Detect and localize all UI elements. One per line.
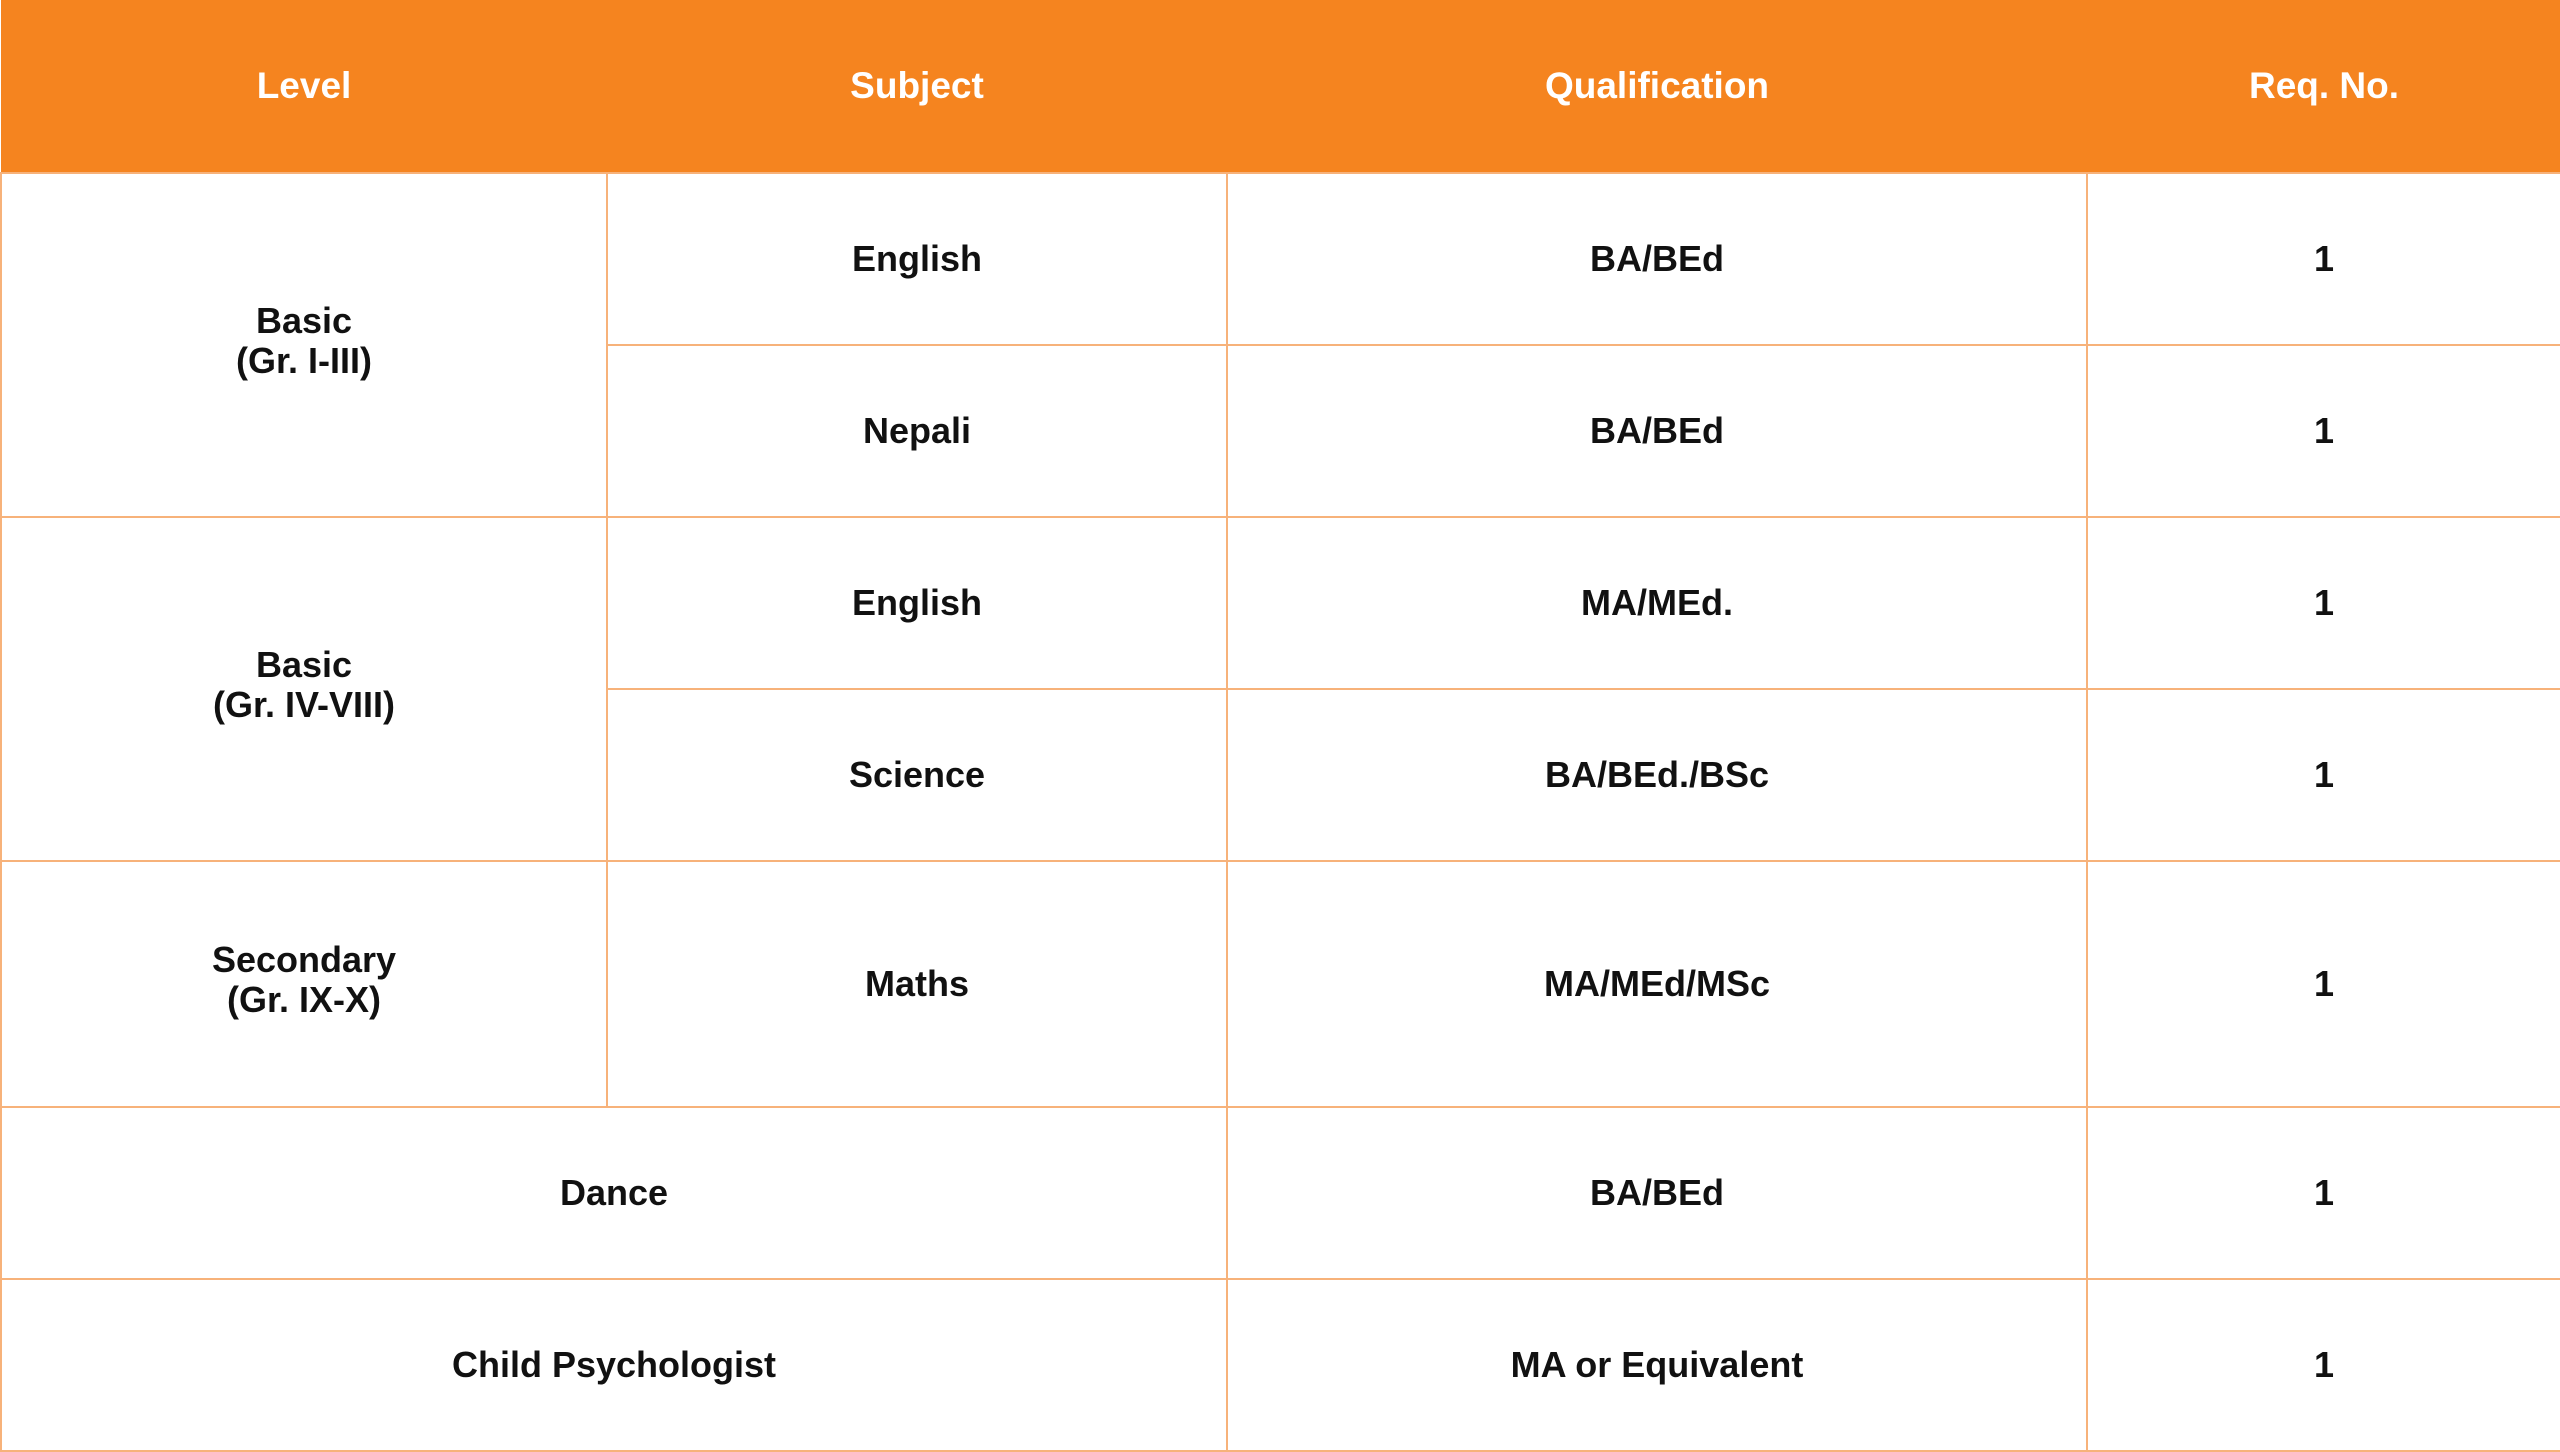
req-no-cell: 1 (2087, 173, 2560, 345)
qualification-cell: MA/MEd. (1227, 517, 2087, 689)
table-row (1, 517, 2560, 689)
position-cell: Child Psychologist (1, 1279, 1227, 1451)
header-level: Level (1, 0, 607, 173)
position-cell: Dance (1, 1107, 1227, 1279)
req-no-cell: 1 (2087, 689, 2560, 861)
header-qualification: Qualification (1227, 0, 2087, 173)
subject-cell: English (607, 173, 1227, 345)
table-row (1, 173, 2560, 345)
table-row (1, 861, 2560, 1107)
level-grades: (Gr. IX-X) (226, 979, 382, 1020)
level-grades: (Gr. IV-VIII) (212, 684, 396, 725)
level-name: Secondary (211, 939, 397, 981)
qualification-cell: BA/BEd (1227, 173, 2087, 345)
header-subject: Subject (607, 0, 1227, 173)
qualification-cell: MA/MEd/MSc (1227, 861, 2087, 1107)
qualification-cell: BA/BEd (1227, 345, 2087, 517)
subject-cell: Science (607, 689, 1227, 861)
header-req-no: Req. No. (2087, 0, 2560, 173)
subject-cell: Maths (607, 861, 1227, 1107)
table-row (1, 1279, 2560, 1451)
qualification-cell: MA or Equivalent (1227, 1279, 2087, 1451)
level-name: Basic (255, 644, 353, 686)
qualification-cell: BA/BEd./BSc (1227, 689, 2087, 861)
table-row (1, 1107, 2560, 1279)
req-no-cell: 1 (2087, 1279, 2560, 1451)
qualification-cell: BA/BEd (1227, 1107, 2087, 1279)
level-cell (1, 861, 607, 1107)
req-no-cell: 1 (2087, 345, 2560, 517)
level-cell (1, 173, 607, 517)
level-cell (1, 517, 607, 861)
level-grades: (Gr. I-III) (235, 340, 372, 381)
req-no-cell: 1 (2087, 517, 2560, 689)
subject-cell: English (607, 517, 1227, 689)
req-no-cell: 1 (2087, 1107, 2560, 1279)
subject-cell: Nepali (607, 345, 1227, 517)
header-row (1, 0, 2560, 173)
level-name: Basic (255, 300, 353, 342)
req-no-cell: 1 (2087, 861, 2560, 1107)
